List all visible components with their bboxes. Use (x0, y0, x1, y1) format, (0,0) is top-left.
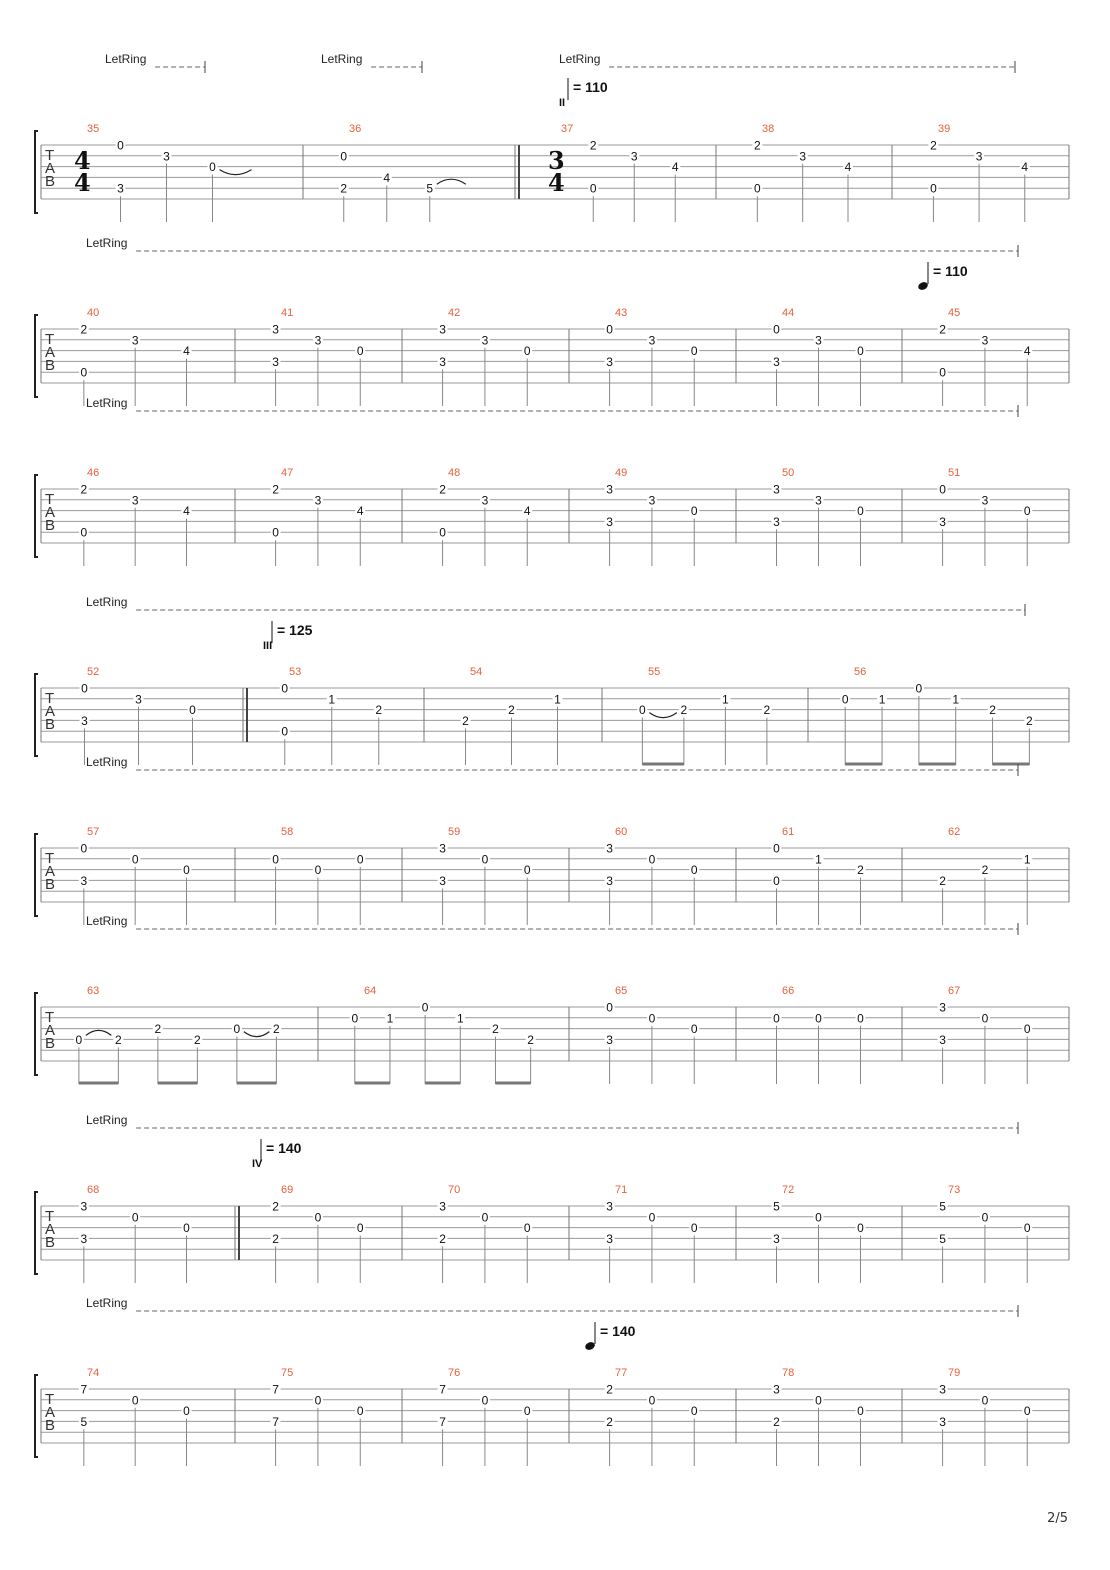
tab-clef-letter: A (45, 1404, 56, 1421)
system-bracket (35, 475, 38, 557)
fret-number: 0 (421, 1000, 429, 1015)
fret-number: 3 (630, 149, 638, 164)
fret-number: 7 (80, 1382, 88, 1397)
fret-number: 0 (1023, 1221, 1031, 1236)
fret-number: 2 (989, 703, 996, 718)
fret-number: 0 (690, 1404, 698, 1419)
fret-number: 0 (80, 365, 88, 380)
letring-label: LetRing (86, 914, 128, 928)
fret-number: 0 (272, 852, 279, 867)
fret-number: 0 (589, 181, 597, 196)
measure-number: 54 (470, 666, 483, 678)
fret-number: 2 (939, 873, 946, 888)
fret-number: 0 (131, 1393, 139, 1408)
measure-number: 58 (281, 826, 294, 838)
fret-number: 0 (690, 1022, 698, 1037)
system-bracket (35, 993, 38, 1075)
measure-number: 76 (448, 1367, 461, 1379)
fret-number: 0 (773, 1011, 780, 1026)
tab-clef-letter: A (45, 1221, 56, 1238)
fret-number: 3 (939, 1382, 946, 1397)
measure-number: 42 (448, 307, 461, 319)
letring-label: LetRing (86, 1113, 128, 1127)
fret-number: 3 (773, 1231, 780, 1246)
fret-number: 3 (975, 149, 983, 164)
fret-number: 3 (272, 354, 279, 369)
fret-number: 5 (80, 1414, 88, 1429)
tie-arc (86, 1030, 112, 1035)
fret-number: 0 (606, 1000, 613, 1015)
measure-number: 60 (615, 826, 628, 838)
fret-number: 0 (481, 852, 489, 867)
fret-number: 0 (117, 138, 124, 153)
tab-clef-letter: B (45, 716, 56, 733)
fret-number: 0 (523, 344, 531, 359)
measure-number: 77 (615, 1367, 628, 1379)
fret-number: 4 (523, 504, 531, 519)
fret-number: 2 (340, 181, 348, 196)
fret-number: 4 (383, 170, 391, 185)
tab-clef-letter: T (45, 1391, 55, 1408)
fret-number: 0 (857, 344, 864, 359)
fret-number: 2 (439, 482, 446, 497)
fret-number: 2 (115, 1032, 122, 1047)
fret-number: 3 (815, 493, 822, 508)
page-number: 2/5 (1047, 1511, 1068, 1526)
fret-number: 0 (981, 1393, 989, 1408)
fret-number: 2 (154, 1022, 162, 1037)
tie-arc (437, 179, 466, 184)
fret-number: 0 (75, 1032, 83, 1047)
measure-number: 45 (948, 307, 961, 319)
fret-number: 2 (1026, 713, 1033, 728)
fret-number: 0 (857, 1221, 864, 1236)
fret-number: 0 (356, 344, 364, 359)
fret-number: 1 (1023, 852, 1031, 867)
fret-number: 4 (1023, 344, 1031, 359)
tempo-label: = 140 (600, 1323, 636, 1339)
tab-clef-letter: T (45, 1009, 55, 1026)
tab-clef-letter: A (45, 160, 56, 177)
fret-number: 3 (648, 493, 656, 508)
fret-number: 3 (163, 149, 170, 164)
time-signature-top: 3 (548, 146, 565, 175)
measure-number: 73 (948, 1184, 961, 1196)
fret-number: 4 (844, 160, 852, 175)
fret-number: 2 (462, 713, 469, 728)
letring-label: LetRing (86, 755, 128, 769)
fret-number: 0 (857, 504, 864, 519)
fret-number: 4 (183, 344, 190, 359)
tie-arc (244, 1032, 270, 1037)
measure-number: 38 (762, 123, 775, 135)
tab-clef-letter: T (45, 690, 55, 707)
tab-clef-letter: B (45, 1234, 56, 1251)
fret-number: 0 (209, 160, 216, 175)
fret-number: 0 (80, 525, 88, 540)
fret-number: 5 (939, 1231, 946, 1246)
measure-number: 55 (648, 666, 661, 678)
fret-number: 3 (773, 482, 780, 497)
measure-number: 69 (281, 1184, 294, 1196)
fret-number: 5 (939, 1199, 946, 1214)
fret-number: 1 (386, 1011, 394, 1026)
fret-number: 0 (481, 1210, 489, 1225)
fret-number: 4 (356, 504, 364, 519)
measure-number: 40 (87, 307, 100, 319)
fret-number: 3 (131, 493, 139, 508)
fret-number: 0 (930, 181, 937, 196)
fret-number: 0 (1023, 1022, 1031, 1037)
fret-number: 3 (981, 333, 989, 348)
fret-number: 2 (80, 482, 88, 497)
fret-number: 0 (639, 703, 646, 718)
tab-clef-letter: A (45, 504, 56, 521)
fret-number: 3 (773, 514, 780, 529)
measure-number: 66 (782, 985, 795, 997)
fret-number: 1 (554, 692, 561, 707)
time-signature-top: 4 (74, 146, 91, 175)
fret-number: 3 (815, 333, 822, 348)
time-signature-bottom: 4 (74, 168, 91, 197)
measure-number: 35 (87, 123, 100, 135)
fret-number: 0 (939, 482, 946, 497)
measure-number: 68 (87, 1184, 100, 1196)
fret-number: 0 (481, 1393, 489, 1408)
letring-label: LetRing (86, 595, 128, 609)
fret-number: 2 (763, 703, 771, 718)
tempo-note-head (917, 281, 929, 292)
fret-number: 3 (606, 514, 613, 529)
measure-number: 51 (948, 467, 961, 479)
fret-number: 2 (857, 863, 864, 878)
measure-number: 78 (782, 1367, 795, 1379)
measure-number: 61 (782, 826, 795, 838)
measure-number: 63 (87, 985, 100, 997)
measure-number: 39 (938, 123, 951, 135)
fret-number: 0 (314, 1210, 322, 1225)
fret-number: 3 (939, 1000, 946, 1015)
letring-label: LetRing (105, 52, 147, 66)
fret-number: 3 (481, 493, 489, 508)
measure-number: 46 (87, 467, 100, 479)
fret-number: 0 (939, 365, 946, 380)
fret-number: 7 (439, 1382, 446, 1397)
fret-number: 3 (439, 1199, 446, 1214)
fret-number: 0 (690, 1221, 698, 1236)
measure-number: 53 (289, 666, 302, 678)
fret-number: 3 (606, 1199, 613, 1214)
fret-number: 3 (606, 1032, 613, 1047)
fret-number: 3 (939, 1414, 946, 1429)
fret-number: 0 (81, 681, 88, 696)
tempo-tuplet-icon: IV (252, 1158, 263, 1170)
fret-number: 0 (690, 504, 698, 519)
letring-label: LetRing (86, 236, 128, 250)
measure-number: 37 (561, 123, 574, 135)
fret-number: 0 (857, 1011, 864, 1026)
fret-number: 3 (131, 333, 139, 348)
fret-number: 2 (272, 1231, 279, 1246)
fret-number: 3 (117, 181, 124, 196)
measure-number: 52 (87, 666, 100, 678)
fret-number: 4 (671, 160, 679, 175)
fret-number: 3 (314, 333, 322, 348)
fret-number: 1 (456, 1011, 464, 1026)
tempo-tuplet-icon: III (263, 640, 273, 652)
fret-number: 3 (773, 354, 780, 369)
fret-number: 3 (481, 333, 489, 348)
fret-number: 0 (281, 681, 289, 696)
measure-number: 44 (782, 307, 795, 319)
fret-number: 1 (952, 692, 960, 707)
fret-number: 3 (314, 493, 322, 508)
measure-number: 56 (854, 666, 867, 678)
fret-number: 0 (356, 852, 364, 867)
fret-number: 3 (439, 873, 446, 888)
fret-number: 3 (439, 322, 446, 337)
fret-number: 2 (375, 703, 383, 718)
measure-number: 41 (281, 307, 294, 319)
system-bracket (35, 131, 38, 213)
fret-number: 3 (606, 873, 613, 888)
fret-number: 0 (690, 863, 698, 878)
fret-number: 0 (815, 1011, 822, 1026)
tab-clef-letter: T (45, 491, 55, 508)
fret-number: 7 (272, 1382, 279, 1397)
letring-label: LetRing (86, 396, 128, 410)
fret-number: 4 (1021, 160, 1029, 175)
fret-number: 0 (183, 1221, 190, 1236)
tempo-label: = 110 (933, 263, 968, 279)
fret-number: 0 (523, 1221, 531, 1236)
tempo-note-head (584, 1341, 596, 1352)
fret-number: 2 (194, 1032, 201, 1047)
fret-number: 2 (606, 1414, 613, 1429)
tab-clef-letter: B (45, 517, 56, 534)
fret-number: 3 (606, 354, 613, 369)
fret-number: 0 (314, 1393, 322, 1408)
fret-number: 0 (648, 1011, 656, 1026)
tab-clef-letter: A (45, 1022, 56, 1039)
system-bracket (35, 1192, 38, 1274)
system-bracket (35, 834, 38, 916)
fret-number: 3 (606, 841, 613, 856)
fret-number: 0 (233, 1022, 241, 1037)
fret-number: 0 (648, 1393, 656, 1408)
fret-number: 3 (773, 1382, 780, 1397)
fret-number: 3 (80, 1231, 88, 1246)
fret-number: 0 (523, 863, 531, 878)
fret-number: 2 (981, 863, 989, 878)
fret-number: 2 (680, 703, 688, 718)
letring-label: LetRing (86, 1296, 128, 1310)
tab-clef-letter: B (45, 876, 56, 893)
fret-number: 0 (857, 1404, 864, 1419)
measure-number: 72 (782, 1184, 795, 1196)
tempo-label: = 110 (573, 79, 608, 95)
fret-number: 2 (508, 703, 515, 718)
fret-number: 5 (773, 1199, 780, 1214)
measure-number: 62 (948, 826, 961, 838)
fret-number: 2 (753, 138, 761, 153)
fret-number: 0 (815, 1210, 822, 1225)
fret-number: 3 (799, 149, 807, 164)
measure-number: 64 (364, 985, 377, 997)
fret-number: 0 (606, 322, 613, 337)
fret-number: 0 (1023, 1404, 1031, 1419)
fret-number: 0 (773, 873, 780, 888)
fret-number: 3 (81, 713, 88, 728)
fret-number: 4 (183, 504, 190, 519)
tab-clef-letter: A (45, 863, 56, 880)
tab-clef-letter: B (45, 357, 56, 374)
fret-number: 3 (648, 333, 656, 348)
tab-clef-letter: T (45, 850, 55, 867)
fret-number: 2 (589, 138, 597, 153)
measure-number: 48 (448, 467, 461, 479)
fret-number: 0 (131, 852, 139, 867)
system-bracket (35, 315, 38, 397)
fret-number: 1 (328, 692, 336, 707)
fret-number: 1 (878, 692, 886, 707)
measure-number: 50 (782, 467, 795, 479)
fret-number: 3 (939, 514, 946, 529)
measure-number: 75 (281, 1367, 294, 1379)
tab-clef-letter: B (45, 1417, 56, 1434)
fret-number: 2 (273, 1022, 280, 1037)
fret-number: 2 (773, 1414, 780, 1429)
tempo-label: = 140 (266, 1140, 302, 1156)
fret-number: 0 (281, 724, 289, 739)
fret-number: 2 (272, 1199, 279, 1214)
fret-number: 0 (815, 1393, 822, 1408)
measure-number: 67 (948, 985, 961, 997)
fret-number: 3 (981, 493, 989, 508)
tab-clef-letter: A (45, 703, 56, 720)
fret-number: 2 (606, 1382, 613, 1397)
fret-number: 0 (356, 1221, 364, 1236)
fret-number: 0 (356, 1404, 364, 1419)
fret-number: 0 (773, 322, 780, 337)
letring-label: LetRing (321, 52, 363, 66)
tie-arc (220, 170, 252, 175)
measure-number: 49 (615, 467, 628, 479)
tab-clef-letter: B (45, 173, 56, 190)
fret-number: 2 (439, 1231, 446, 1246)
fret-number: 3 (135, 692, 142, 707)
tab-clef-letter: B (45, 1035, 56, 1052)
system-bracket (35, 1375, 38, 1457)
fret-number: 0 (753, 181, 761, 196)
fret-number: 2 (939, 322, 946, 337)
fret-number: 0 (340, 149, 348, 164)
fret-number: 0 (690, 344, 698, 359)
fret-number: 0 (272, 525, 279, 540)
measure-number: 74 (87, 1367, 100, 1379)
fret-number: 3 (606, 482, 613, 497)
fret-number: 3 (606, 1231, 613, 1246)
time-signature-bottom: 4 (548, 168, 565, 197)
fret-number: 2 (930, 138, 937, 153)
fret-number: 0 (351, 1011, 359, 1026)
letring-label: LetRing (559, 52, 601, 66)
measure-number: 47 (281, 467, 294, 479)
fret-number: 0 (648, 852, 656, 867)
tab-clef-letter: T (45, 331, 55, 348)
measure-number: 57 (87, 826, 100, 838)
fret-number: 2 (527, 1032, 534, 1047)
fret-number: 0 (183, 863, 190, 878)
measure-number: 65 (615, 985, 628, 997)
fret-number: 0 (189, 703, 196, 718)
measure-number: 70 (448, 1184, 461, 1196)
fret-number: 3 (439, 841, 446, 856)
measure-number: 43 (615, 307, 628, 319)
fret-number: 7 (272, 1414, 279, 1429)
fret-number: 2 (272, 482, 279, 497)
measure-number: 36 (349, 123, 362, 135)
system-bracket (35, 674, 38, 756)
fret-number: 0 (439, 525, 446, 540)
tab-clef-letter: T (45, 147, 55, 164)
fret-number: 0 (981, 1210, 989, 1225)
fret-number: 0 (523, 1404, 531, 1419)
measure-number: 59 (448, 826, 461, 838)
fret-number: 3 (80, 1199, 88, 1214)
fret-number: 3 (939, 1032, 946, 1047)
fret-number: 0 (131, 1210, 139, 1225)
fret-number: 0 (314, 863, 322, 878)
fret-number: 2 (80, 322, 88, 337)
tab-clef-letter: A (45, 344, 56, 361)
tempo-label: = 125 (277, 622, 313, 638)
fret-number: 5 (426, 181, 434, 196)
fret-number: 3 (272, 322, 279, 337)
fret-number: 0 (915, 681, 923, 696)
fret-number: 3 (439, 354, 446, 369)
fret-number: 0 (1023, 504, 1031, 519)
tie-arc (649, 713, 677, 718)
fret-number: 1 (722, 692, 729, 707)
fret-number: 7 (439, 1414, 446, 1429)
tab-clef-letter: T (45, 1208, 55, 1225)
fret-number: 0 (981, 1011, 989, 1026)
fret-number: 3 (80, 873, 88, 888)
fret-number: 1 (815, 852, 822, 867)
measure-number: 71 (615, 1184, 628, 1196)
fret-number: 0 (841, 692, 849, 707)
fret-number: 0 (80, 841, 88, 856)
fret-number: 0 (773, 841, 780, 856)
tempo-tuplet-icon: II (559, 97, 566, 109)
fret-number: 0 (183, 1404, 190, 1419)
fret-number: 2 (492, 1022, 499, 1037)
measure-number: 79 (948, 1367, 961, 1379)
fret-number: 0 (648, 1210, 656, 1225)
